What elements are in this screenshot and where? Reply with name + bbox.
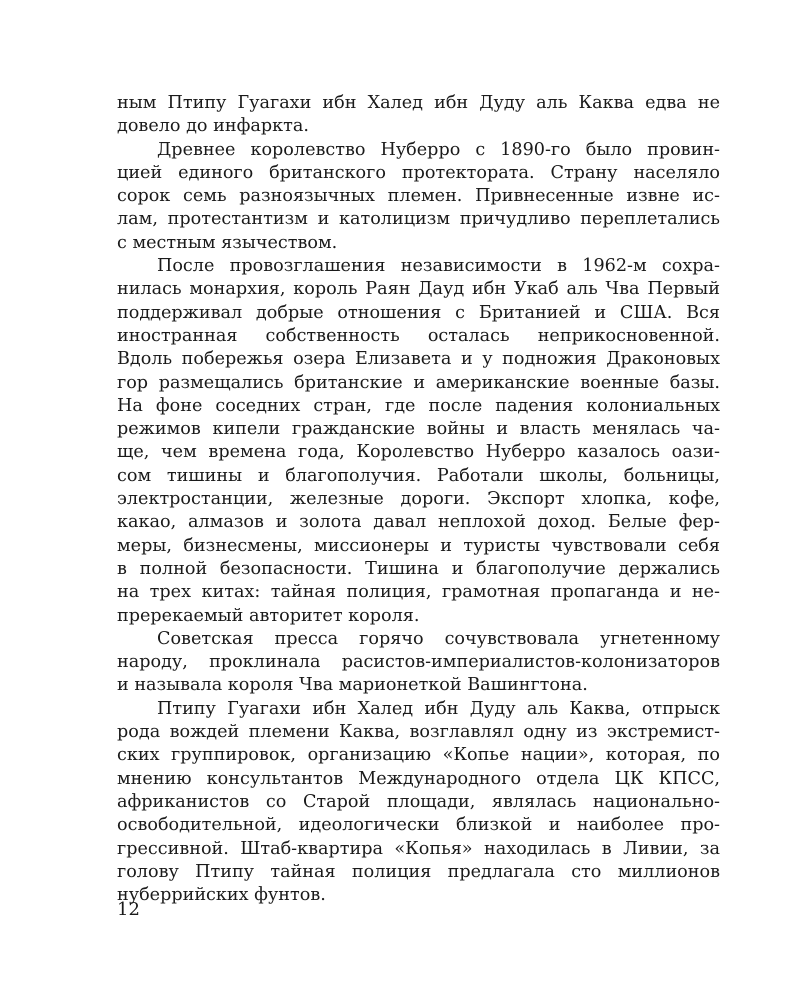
text-line: сорок семь разноязычных племен. Привнесенные извне ис-: [117, 186, 720, 207]
page-number: 12: [117, 899, 140, 920]
text-line: Вдоль побережья озера Елизавета и у подножия Драконовых: [117, 349, 720, 370]
text-line: цией единого британского протектората. Страну населяло: [117, 162, 720, 183]
text-line: лам, протестантизм и католицизм причудливо переплетались: [117, 209, 720, 230]
text-line: После провозглашения независимости в 1962-м сохра-: [157, 256, 720, 277]
page-body: [117, 92, 720, 907]
text-line: меры, бизнесмены, миссионеры и туристы чувствовали себя: [117, 535, 720, 556]
text-line: голову Птипу тайная полиция предлагала сто миллионов: [117, 861, 720, 882]
text-line: с местным язычеством.: [117, 232, 338, 253]
text-line: поддерживал добрые отношения с Британией и США. Вся: [117, 302, 720, 323]
text-line: африканистов со Старой площади, являлась национально-: [117, 791, 720, 812]
text-line: сом тишины и благополучия. Работали школы, больницы,: [117, 465, 720, 486]
text-line: Советская пресса горячо сочувствовала угнетенному: [157, 628, 720, 649]
text-line: Птипу Гуагахи ибн Халед ибн Дуду аль Каква, отпрыск: [157, 698, 720, 719]
paragraph-1: [117, 92, 720, 139]
text-line: иностранная собственность осталась неприкосновенной.: [117, 325, 720, 346]
text-line: мнению консультантов Международного отдела ЦК КПСС,: [117, 768, 720, 789]
text-line: какао, алмазов и золота давал неплохой доход. Белые фер-: [117, 512, 720, 533]
text-line: электростанции, железные дороги. Экспорт хлопка, кофе,: [117, 489, 720, 510]
text-line: довело до инфаркта.: [117, 116, 309, 137]
text-line: гор размещались британские и американские военные базы.: [117, 372, 720, 393]
text-line: ще, чем времена года, Королевство Нуберро казалось оази-: [117, 442, 720, 463]
text-line: на трех китах: тайная полиция, грамотная пропаганда и не-: [117, 582, 720, 603]
text-line: нилась монархия, король Раян Дауд ибн Укаб аль Чва Первый: [117, 279, 720, 300]
text-line: и называла короля Чва марионеткой Вашингтона.: [117, 675, 588, 696]
text-line: в полной безопасности. Тишина и благополучие держались: [117, 558, 720, 579]
paragraph-2: [117, 139, 720, 255]
text-line: Древнее королевство Нуберро с 1890-го было провин-: [157, 139, 720, 160]
paragraph-3: [117, 255, 720, 628]
text-line: ских группировок, организацию «Копье нации», которая, по: [117, 745, 720, 766]
text-line: пререкаемый авторитет короля.: [117, 605, 420, 626]
paragraph-5: [117, 698, 720, 908]
text-line: На фоне соседних стран, где после падения колониальных: [117, 395, 720, 416]
paragraph-4: [117, 628, 720, 698]
text-line: режимов кипели гражданские войны и власть менялась ча-: [117, 419, 720, 440]
text-line: нуберрийских фунтов.: [117, 885, 326, 906]
text-line: освободительной, идеологически близкой и наиболее про-: [117, 815, 720, 836]
text-line: ным Птипу Гуагахи ибн Халед ибн Дуду аль Каква едва не: [117, 93, 720, 113]
text-line: грессивной. Штаб-квартира «Копья» находилась в Ливии, за: [117, 838, 720, 859]
text-line: народу, проклинала расистов-империалистов-колонизаторов: [117, 652, 720, 673]
text-line: рода вождей племени Каква, возглавлял одну из экстремист-: [117, 722, 720, 743]
